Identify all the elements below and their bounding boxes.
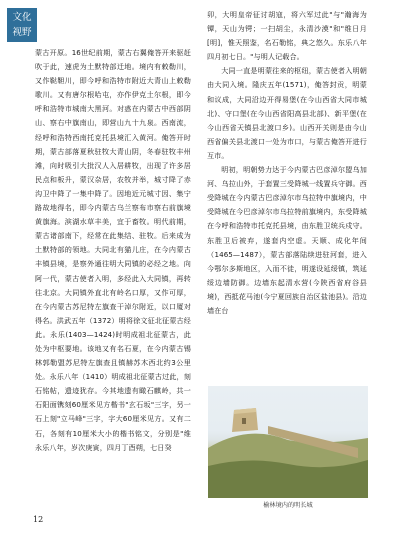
right-text-column [207, 8, 367, 344]
right-paragraph-0: 卯，大明皇帝征讨胡寇，将六军过此"与"瀚海为镡，天山为锷；一扫胡尘，永清沙漠"和"维日月[明]，惟天照鉴，名石勒铭，典之悠久。东乐八年四月初七日。"与明人记载合。 [207, 10, 367, 62]
left-paragraph-1: 蒙古开原。16世纪前期，蒙古右翼俺答开来驱赶吹于此，速虎为土默特部迁地。境内有敕勒川，又作鞑靼川，即今呼和浩特市附近大青山上敕勒歌川。又有唐尔根哈屯，亦作伊克土尔根，即今呼和浩特市城南大黑河。对惑在内蒙古中西部阴山、察右中旗南山，即营山九十九泉。西南流，经呼和浩特西南托克托县境汇入黄河。俺答开时期，蒙古部落夏秋驻牧大青山阴，冬春驻牧丰州滩，向时吸引大批汉人入居耕牧，出现了许多居民点和板升，蒙汉杂居，农牧并举，城寸降了赤沟卫中降了一集中降了。因地近元城寸因、集宁路故地得名，即今内蒙古乌兰察布市察右前旗境黄旗海。滨湖水草丰美，宜于畜牧。明代前期，蒙古诸部南下，经常在此集结、驻牧。后来成为土默特部的领地。大同北有猫儿庄，在今内蒙古丰镇县境，是察外通往明大同镇的必经之地。向阿一代，蒙古使者入明，多经此入大同镇，再转往北京。大同镇外直北有岭名口厚，又作可厚，在今内蒙古苏尼特左旗查干淖尔附近，以口厦对得名。洪武五年（1372）明将徐文征北征蒙古经此。永乐(1403—1424)时明成祖北征蒙古，此处为中枢要地。该地又有名石夏，在今内蒙古锡林郭勒盟苏尼特左旗查且镇赫苏木西北约3公里处。永乐八年（1410）明成祖北征蒙古过此，刻石铭帖，遗迹犹存。今其地遗有瞰石麒岭，共一石阳面镌刻60厘米见方楷书"玄石坂"三字，另一石上刻"立马峰"三字，字大60厘米见方。又有二石，各刻有10厘米大小的楷书铭文，分别是"维永乐八年，岁次庚寅，四月丁酉朔，七日癸 [35, 48, 191, 452]
section-tag-line1: 文化 [12, 12, 32, 23]
photo-caption: 榆林境内的明长城 [263, 502, 313, 509]
left-text-column [35, 46, 191, 510]
page-number: 12 [33, 515, 44, 524]
right-paragraph-2: 明初，明朝势力达于今内蒙古巴彦淖尔盟乌加河、乌拉山外，于套置三受降城一线置兵守御。西受降城在今内蒙古巴彦淖尔市乌拉特中旗境内，中受降城在今巴彦淖尔市乌拉特前旗境内，东受降城在今呼和浩特市托克托县境，由东胜卫统兵戍守。东胜卫后被弃，遂套内空虚。天顺、成化年间（1465—1487），蒙古部落陆续进驻河套，进入今鄂尔多斯地区，入而不徒，明遂设延绥镇，筑延绥边墙防御。边墙东起清水营(今陕西省府谷县境)，西抵花马池(今宁夏回族自治区盐池县)。沿边墙在台 [207, 165, 367, 315]
section-tag-line2: 视野 [12, 27, 32, 38]
section-tag [7, 8, 37, 42]
great-wall-illustration [208, 386, 368, 498]
right-paragraph-1: 大同一直是明蒙往来的枢纽，蒙古使者入明朝由大同入境。隆庆五年(1571)，俺答封贡，明蒙和议成，大同沿边开得易堡(在今山西省大同市城北)、守口堡(在今山西省阳高县北部)、新平堡(在今山西省天镇县北渡口乡)。山西开关则是由今山西省偏关县北渡口一处为市口，与蒙古俺答开进行互市。 [207, 66, 367, 160]
great-wall-photo [208, 386, 368, 498]
foreground-slope [208, 460, 368, 498]
watchtower-opening [242, 418, 246, 424]
